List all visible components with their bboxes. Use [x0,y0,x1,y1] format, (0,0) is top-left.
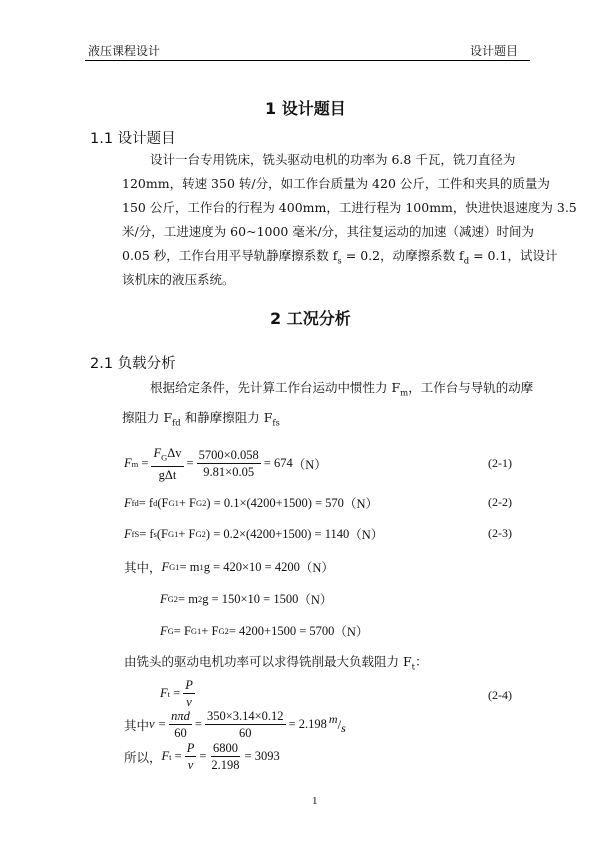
intro-line-2: 擦阻力 $F_{fd}$ 和静摩擦阻力 $F_{fs}$ [122,410,280,429]
equation-number-2-2: (2-2) [488,495,512,509]
equation-number-2-1: (2-1) [488,456,512,470]
equation-2-4: F t = $\frac{P}{v}$ [160,678,193,709]
header-right: 设计题目 [470,44,519,58]
section-1-1-title: 1.1 设计题目 [90,131,176,147]
equation-2-1: F m = $\frac{F_G\Delta v}{\text{gΔt}}$ = $\frac{5700\times 0.058}{9.81\times 0.05}$ = 674 （N） [124,446,327,482]
equation-number-2-4: (2-4) [488,688,512,702]
section-2-1-title: 2.1 负载分析 [90,356,176,372]
equation-number-2-3: (2-3) [488,526,512,540]
motor-text: 由铣头的驱动电机功率可以求得铣削最大负载阻力 $F_t$： [124,654,428,673]
paragraph-line-1: 设计一台专用铣床，铣头驱动电机的功率为 6.8 千瓦，铣刀直径为 [150,152,516,167]
header-divider [85,60,530,61]
paragraph-line-3: 150 公斤，工作台的行程为 400mm，工进行程为 100mm，快进快退速度为 3.5 [122,200,577,215]
header-left: 液压课程设计 [88,44,161,58]
equation-fg2: F G2 = m 2 g = 150×10 = 1500 （N） [160,591,333,607]
paragraph-line-5: 0.05 秒，工作台用平导轨静摩擦系数 $f_s = 0.2$，动摩擦系数 $f_d = 0.1$，试设计 [122,248,558,267]
paragraph-line-2: 120mm，转速 350 转/分，如工作台质量为 420 公斤，工件和夹具的质量为 [122,176,550,191]
intro-line-1: 根据给定条件，先计算工作台运动中惯性力 $F_m$，工作台与导轨的动摩 [150,380,534,399]
paragraph-line-4: 米/分，工进速度为 60~1000 毫米/分，其往复运动的加速（减速）时间为 [122,224,535,239]
equation-2-2: F fd = f d (F G1 + F G2 ) = 0.1×(4200+1500) = 570 （N） [124,495,378,511]
section-2-title: 2 工况分析 [270,309,351,328]
page-number: 1 [312,795,318,807]
equation-velocity: 其中 v = $\frac{\text{nπd}}{60}$ = $\frac{350\times 3.14\times 0.12}{60}$ = 2.198 m / s [124,709,346,740]
equation-fg: F G = F G1 + F G2 = 4200+1500 = 5700 （N） [160,623,369,639]
equation-fg1: 其中， F G1 = m 1 g = 420×10 = 4200 （N） [124,559,334,575]
equation-2-3: F fS = f s (F G1 + F G2 ) = 0.2×(4200+1500) = 1140 （N） [124,526,384,542]
paragraph-line-6: 该机床的液压系统。 [122,272,235,287]
section-1-title: 1 设计题目 [265,99,346,118]
equation-ft-result: 所以， F t = $\frac{P}{v}$ = $\frac{6800}{2.198}$ = 3093 [124,741,280,772]
